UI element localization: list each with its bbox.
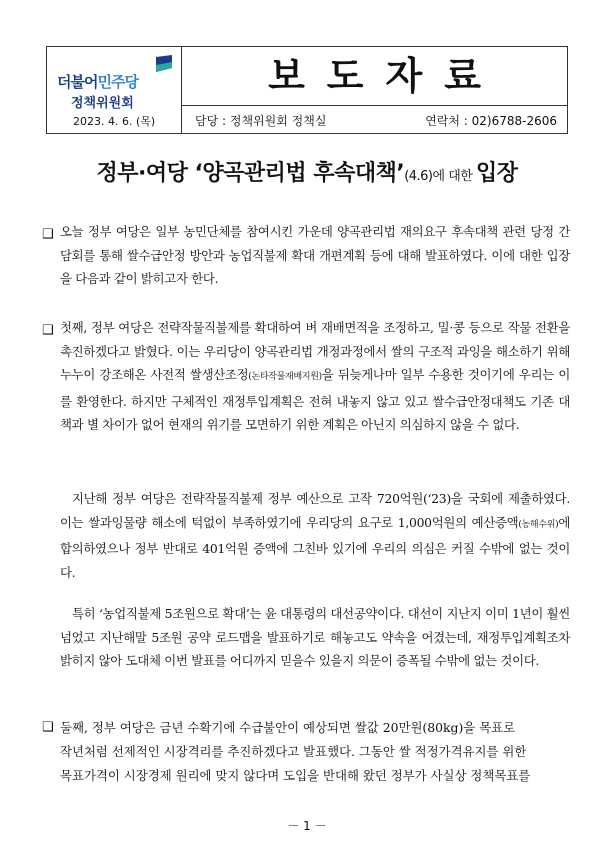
contact-department: 담당 : 정책위원회 정책실 bbox=[195, 114, 327, 128]
paragraph-first-point: 첫째, 정부 여당은 전략작물직불제를 확대하여 벼 재배면적을 조정하고, 밀·콩 등으로 작물 전환을 촉진하겠다고 밝혔다. 이는 우리당이 양곡관리법 개정과정에서 쌀의 구조적 과잉을 해소하기 위해 누누이 강조해온 사전적 쌀생산조정(논타작물재배지원)을 뒤늦게나마 일부 수용한 것이기에 우리는 이를 환영한다. 하지만 구체적인 재정투입계획은 전혀 내놓지 않고 있고 쌀수급안정대책도 기존 대책과 별 차이가 없어 현재의 위기를 모면하기 위한 계획은 아닌지 의심하지 않을 수 없다. bbox=[60, 320, 570, 432]
paragraph-pledge: 특히 ‘농업직불제 5조원으로 확대’는 윤 대통령의 대선공약이다. 대선이 지난지 이미 1년이 훨씬 넘었고 지난해말 5조원 공약 로드맵을 발표하기로 해놓고도 약속을 어겼는데, 재정투입계획조차 밝히지 않아 도대체 이번 발표를 어디까지 믿을수 있을지 의문이 증폭될 수밖에 없는 것이다. bbox=[60, 606, 570, 668]
bullet-icon: ❑ bbox=[42, 323, 54, 338]
bullet-icon: ❑ bbox=[42, 720, 54, 735]
press-header bbox=[46, 46, 568, 134]
contact-row bbox=[182, 106, 567, 133]
paragraph-second-point-line3: 목표가격이 시장경제 원리에 맞지 않다며 도입을 반대해 왔던 정부가 사실상 정책목표를 bbox=[60, 768, 531, 783]
paragraph-second-point-line1: 둘째, 정부 여당은 금년 수확기에 수급불안이 예상되면 쌀값 20만원(80kg)을 목표로 bbox=[60, 720, 516, 735]
logo-party-name: 더불어민주당 bbox=[57, 73, 138, 91]
paragraph-intro: 오늘 정부 여당은 일부 농민단체를 참여시킨 가운데 양곡관리법 재의요구 후속대책 관련 당정 간담회를 통해 쌀수급안정 방안과 농업직불제 확대 개편계획 등에 대해 발표하였다. 이에 대한 입장을 다음과 같이 밝히고자 한다. bbox=[60, 224, 570, 286]
release-date: 2023. 4. 6. (목) bbox=[73, 115, 156, 128]
page-number: － 1 － bbox=[287, 819, 327, 833]
logo-committee-name: 정책위원회 bbox=[71, 96, 134, 111]
document-title: 보도자료 bbox=[268, 53, 503, 98]
bullet-icon: ❑ bbox=[42, 227, 54, 242]
paragraph-second-point-line2: 작년처럼 선제적인 시장격리를 추진하겠다고 발표했다. 그동안 쌀 적정가격유지를 위한 bbox=[60, 744, 527, 759]
contact-phone: 연락처 : 02)6788-2606 bbox=[425, 114, 557, 128]
flag-icon bbox=[153, 54, 175, 74]
title-cell bbox=[182, 47, 567, 106]
party-logo bbox=[47, 47, 182, 133]
headline: 정부·여당 ‘양곡관리법 후속대책’(4.6)에 대한 입장 bbox=[96, 161, 518, 186]
paragraph-budget: 지난해 정부 여당은 전략작물직불제 정부 예산으로 고작 720억원(‘23)을 국회에 제출하였다. 이는 쌀과잉물량 해소에 턱없이 부족하였기에 우리당의 요구로 1,000억원의 예산증액(농해수위)에 합의하였으나 정부 반대로 401억원 증액에 그친바 있기에 우리의 의심은 커질 수밖에 없는 것이다. bbox=[60, 491, 570, 580]
